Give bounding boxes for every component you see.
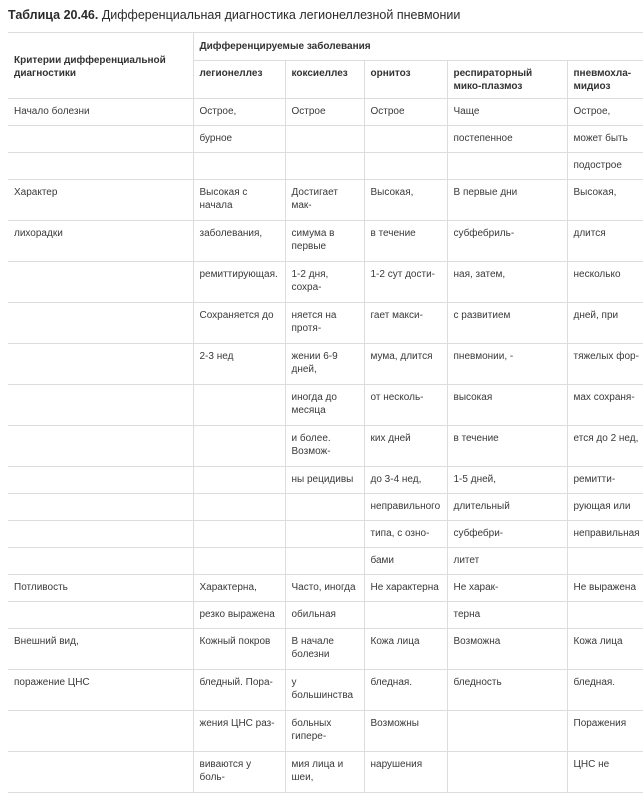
table-cell: Не характерна xyxy=(364,575,447,602)
criteria-cell: Внешний вид, xyxy=(8,629,193,670)
table-cell xyxy=(193,521,285,548)
table-cell: Поражения xyxy=(567,711,643,752)
table-cell: 2-3 нед xyxy=(193,344,285,385)
table-cell: Кожа лица xyxy=(364,629,447,670)
table-cell: В первые дни xyxy=(447,180,567,221)
criteria-cell: лихорадки xyxy=(8,221,193,262)
criteria-cell xyxy=(8,711,193,752)
table-cell: 1-2 дня, сохра- xyxy=(285,262,364,303)
table-cell: Острое, xyxy=(193,99,285,126)
table-cell: Острое, xyxy=(567,99,643,126)
table-cell: обильная xyxy=(285,602,364,629)
table-cell: няется на протя- xyxy=(285,303,364,344)
table-cell: Достигает мак- xyxy=(285,180,364,221)
table-cell: высокая xyxy=(447,385,567,426)
header-criteria: Критерии дифференциальной диагностики xyxy=(8,33,193,99)
table-row xyxy=(8,303,643,344)
table-cell: дней, при xyxy=(567,303,643,344)
table-row xyxy=(8,521,643,548)
table-cell: постепенное xyxy=(447,126,567,153)
criteria-cell xyxy=(8,344,193,385)
table-cell: Острое xyxy=(285,99,364,126)
table-cell: больных гипере- xyxy=(285,711,364,752)
table-cell: рующая или xyxy=(567,494,643,521)
table-cell xyxy=(364,126,447,153)
criteria-cell xyxy=(8,262,193,303)
table-cell: бледная. xyxy=(567,670,643,711)
table-cell xyxy=(285,494,364,521)
table-cell: типа, с озно- xyxy=(364,521,447,548)
table-cell xyxy=(447,752,567,793)
table-cell xyxy=(447,711,567,752)
table-cell xyxy=(193,494,285,521)
table-cell: и более. Возмож- xyxy=(285,426,364,467)
criteria-cell xyxy=(8,385,193,426)
table-cell: виваются у боль- xyxy=(193,752,285,793)
criteria-cell xyxy=(8,521,193,548)
header-disease: легионеллез xyxy=(193,61,285,99)
table-row xyxy=(8,752,643,793)
table-row xyxy=(8,467,643,494)
header-disease: орнитоз xyxy=(364,61,447,99)
table-cell: в течение xyxy=(364,221,447,262)
table-cell: может быть xyxy=(567,126,643,153)
criteria-cell xyxy=(8,602,193,629)
table-cell xyxy=(285,521,364,548)
table-row xyxy=(8,99,643,126)
table-row xyxy=(8,494,643,521)
table-cell: от несколь- xyxy=(364,385,447,426)
table-cell: мума, длится xyxy=(364,344,447,385)
table-cell: литет xyxy=(447,548,567,575)
table-cell: неправильного xyxy=(364,494,447,521)
table-cell xyxy=(567,548,643,575)
table-cell: подострое xyxy=(567,153,643,180)
table-cell: бурное xyxy=(193,126,285,153)
table-cell: ЦНС не xyxy=(567,752,643,793)
table-row xyxy=(8,426,643,467)
table-cell xyxy=(285,548,364,575)
table-cell: заболевания, xyxy=(193,221,285,262)
table-cell xyxy=(285,126,364,153)
table-cell: Кожный покров xyxy=(193,629,285,670)
header-disease: респираторный мико-плазмоз xyxy=(447,61,567,99)
table-cell: Чаще xyxy=(447,99,567,126)
table-row xyxy=(8,153,643,180)
table-cell xyxy=(193,385,285,426)
table-cell: В начале болезни xyxy=(285,629,364,670)
table-cell: ная, затем, xyxy=(447,262,567,303)
criteria-cell xyxy=(8,426,193,467)
criteria-cell xyxy=(8,153,193,180)
table-row xyxy=(8,629,643,670)
table-cell: длится xyxy=(567,221,643,262)
table-row xyxy=(8,126,643,153)
table-cell: Высокая, xyxy=(364,180,447,221)
table-caption xyxy=(8,6,460,24)
criteria-cell xyxy=(8,126,193,153)
criteria-cell: Потливость xyxy=(8,575,193,602)
table-row xyxy=(8,711,643,752)
table-cell xyxy=(364,153,447,180)
table-cell: с развитием xyxy=(447,303,567,344)
table-cell: длительный xyxy=(447,494,567,521)
table-cell xyxy=(193,548,285,575)
header-group: Дифференцируемые заболевания xyxy=(193,33,643,61)
table-cell: бледность xyxy=(447,670,567,711)
table-cell xyxy=(193,426,285,467)
table-cell: Не выражена xyxy=(567,575,643,602)
table-cell: гает макси- xyxy=(364,303,447,344)
criteria-cell xyxy=(8,303,193,344)
table-row xyxy=(8,262,643,303)
table-cell: мах сохраня- xyxy=(567,385,643,426)
table-cell: иногда до месяца xyxy=(285,385,364,426)
table-row xyxy=(8,670,643,711)
table-cell: до 3-4 нед, xyxy=(364,467,447,494)
table-cell: резко выражена xyxy=(193,602,285,629)
table-cell: Часто, иногда xyxy=(285,575,364,602)
table-row xyxy=(8,180,643,221)
table-row xyxy=(8,385,643,426)
table-cell: неправильная xyxy=(567,521,643,548)
diagnostic-table xyxy=(8,32,643,793)
table-title: Дифференциальная диагностика легионеллезной пневмонии xyxy=(101,8,461,22)
table-cell: субфебриль- xyxy=(447,221,567,262)
table-cell: несколько xyxy=(567,262,643,303)
table-cell: Высокая с начала xyxy=(193,180,285,221)
table-row xyxy=(8,548,643,575)
table-cell xyxy=(567,602,643,629)
table-cell: ремиттирующая. xyxy=(193,262,285,303)
table-cell xyxy=(364,602,447,629)
table-cell xyxy=(285,153,364,180)
table-number: Таблица 20.46. xyxy=(8,8,99,22)
table-cell: пневмонии, - xyxy=(447,344,567,385)
table-cell: жении 6-9 дней, xyxy=(285,344,364,385)
table-cell: нарушения xyxy=(364,752,447,793)
table-row xyxy=(8,575,643,602)
table-cell: ется до 2 нед, xyxy=(567,426,643,467)
table-cell: симума в первые xyxy=(285,221,364,262)
table-cell: тяжелых фор- xyxy=(567,344,643,385)
table-cell: Не харак- xyxy=(447,575,567,602)
table-cell: Высокая, xyxy=(567,180,643,221)
table-cell: бледный. Пора- xyxy=(193,670,285,711)
table-cell: бледная. xyxy=(364,670,447,711)
table-cell: бами xyxy=(364,548,447,575)
table-body xyxy=(8,99,643,793)
criteria-cell xyxy=(8,752,193,793)
table-cell: ремитти- xyxy=(567,467,643,494)
header-disease: пневмохла-мидиоз xyxy=(567,61,643,99)
table-cell: мия лица и шеи, xyxy=(285,752,364,793)
table-cell: жения ЦНС раз- xyxy=(193,711,285,752)
criteria-cell xyxy=(8,548,193,575)
table-row xyxy=(8,602,643,629)
table-cell: Характерна, xyxy=(193,575,285,602)
table-cell: Возможны xyxy=(364,711,447,752)
table-cell: 1-2 сут дости- xyxy=(364,262,447,303)
header-disease: коксиеллез xyxy=(285,61,364,99)
criteria-cell xyxy=(8,467,193,494)
table-row xyxy=(8,344,643,385)
table-cell: 1-5 дней, xyxy=(447,467,567,494)
table-cell: Возможна xyxy=(447,629,567,670)
table-cell: ких дней xyxy=(364,426,447,467)
criteria-cell: поражение ЦНС xyxy=(8,670,193,711)
table-cell: Сохраняется до xyxy=(193,303,285,344)
table-cell: Острое xyxy=(364,99,447,126)
table-cell: Кожа лица xyxy=(567,629,643,670)
table-cell: субфебри- xyxy=(447,521,567,548)
table-cell xyxy=(447,153,567,180)
table-cell: в течение xyxy=(447,426,567,467)
table-cell xyxy=(193,153,285,180)
table-cell: терна xyxy=(447,602,567,629)
criteria-cell: Характер xyxy=(8,180,193,221)
table-cell xyxy=(193,467,285,494)
table-row xyxy=(8,221,643,262)
criteria-cell: Начало болезни xyxy=(8,99,193,126)
table-cell: у большинства xyxy=(285,670,364,711)
table-cell: ны рецидивы xyxy=(285,467,364,494)
criteria-cell xyxy=(8,494,193,521)
